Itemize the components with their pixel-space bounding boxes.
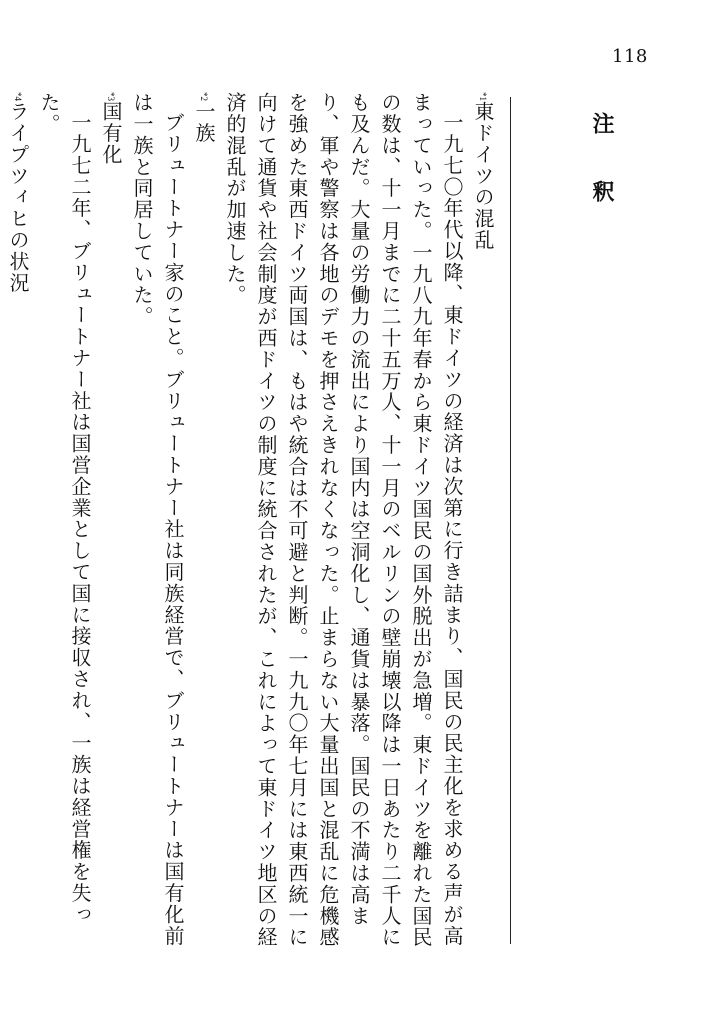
- note-marker: *2: [199, 92, 209, 101]
- note-body: ブリュートナー家のこと。ブリュートナー社は同族経営で、ブリュートナーは国有化前は一族と同居していた。: [130, 92, 185, 947]
- note-title: [188, 92, 219, 952]
- notes-list: [2, 92, 498, 952]
- section-title: 注 釈: [589, 112, 615, 214]
- section-divider: [510, 97, 511, 944]
- note-title: [2, 92, 33, 952]
- page-number: 118: [612, 46, 648, 67]
- note-leipzig-situation: [2, 92, 33, 952]
- note-title-text: 国有化: [99, 101, 123, 166]
- note-title: [95, 92, 126, 952]
- note-title: [467, 92, 498, 952]
- note-marker: *1: [478, 92, 488, 101]
- note-title-text: 一族: [192, 101, 216, 144]
- note-marker: *4: [13, 92, 23, 101]
- note-nationalization: [33, 92, 126, 952]
- note-body: 一九七二年、ブリュートナー社は国営企業として国に接収され、一族は経営権を失った。: [37, 92, 92, 926]
- note-body: 一九七〇年代以降、東ドイツの経済は次第に行き詰まり、国民の民主化を求める声が高まっていった。一九八九年春から東ドイツ国民の国外脱出が急増。東ドイツを離れた国民の数は、十一月までに二十五万人、十一月のベルリンの壁崩壊以降は一日あたり二千人にも及んだ。大量の労働力の流出により国内は空洞化し、通貨は暴落。国民の不満は高まり、軍や警察は各地のデモを押さえきれなくなった。止まらない大量出国と混乱に危機感を強めた東西ドイツ両国は、もはや統合は不可避と判断。一九九〇年七月には東西統一に向けて通貨や社会制度が西ドイツの制度に統合されたが、これによって東ドイツ地区の経済的混乱が加速した。: [223, 92, 464, 948]
- note-east-germany-turmoil: [219, 92, 498, 952]
- note-family: [126, 92, 219, 952]
- note-title-text: ライプツィヒの状況: [6, 101, 30, 294]
- note-title-text: 東ドイツの混乱: [471, 101, 495, 251]
- note-marker: *3: [106, 92, 116, 101]
